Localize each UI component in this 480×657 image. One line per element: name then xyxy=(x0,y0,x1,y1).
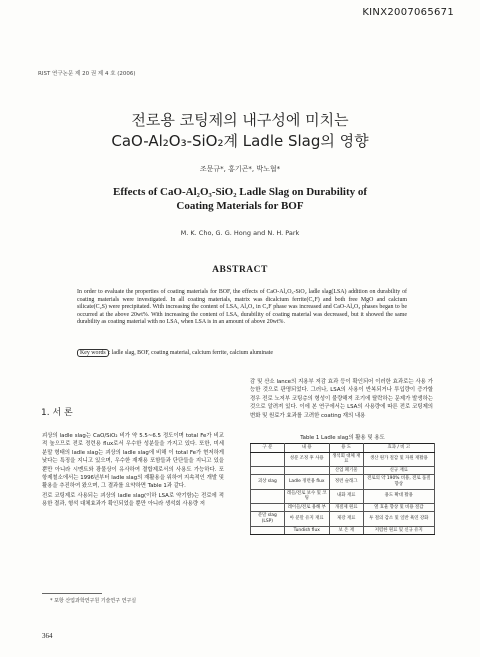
paragraph: 전로 코팅제로 사용되는 괴상의 ladle slag(이하 LSA로 약기함)는 전로에 적용한 결과, 형석 대체효과가 확인되었을 뿐만 아니라 생석회 사용량 저 xyxy=(42,492,224,508)
table-cell: 제강 재료 xyxy=(329,512,363,526)
korean-authors: 조문규*, 홍기곤*, 박노협* xyxy=(199,165,281,173)
english-authors: M. K. Cho, G. G. Hong and N. H. Park xyxy=(180,229,300,237)
page-number: 364 xyxy=(42,632,53,640)
table-cell: 투 철의 감소 및 일반 흑연 강화 xyxy=(363,512,434,526)
table-row xyxy=(251,452,435,466)
table-cell: 보 온 재 xyxy=(329,526,363,535)
footnote-divider xyxy=(42,593,102,594)
keywords xyxy=(77,350,407,356)
korean-title xyxy=(0,110,480,152)
table-cell: 산업 폐기물 xyxy=(329,466,363,475)
table-caption: Table 1 Ladle slag의 활용 및 용도 xyxy=(300,435,385,441)
table-cell xyxy=(251,526,285,535)
english-title xyxy=(0,185,480,213)
table-cell: 생석회 대체 재료 xyxy=(329,452,363,466)
table-cell: Tundish flux xyxy=(284,526,329,535)
table-cell: 레이들/전로 용해 부 xyxy=(284,503,329,512)
table-cell xyxy=(251,452,285,466)
table-cell: 성분 조정 후 사용 xyxy=(284,452,329,466)
right-column: 감 및 산소 lance의 지용부 저감 효과 등이 확인되어 이러한 효과로는 사용 가능한 것으로 판명되었다. 그러나, LSA의 사용이 반복되거나 투입량이 증가할 경우 전로 노저부 코팅층의 형성이 불량해져 조기에 탈락하는 문제가 발생하는 것으로 알려져 있다. 이에 본 연구에서는 LSA의 사용량에 따른 전로 코팅제의 변화 및 원료가 효과를 고려한 coating 재의 내용 xyxy=(250,379,433,419)
footnote: * 포항 산업과학연구원 기술연구 연구실 xyxy=(50,598,137,604)
table-cell xyxy=(251,466,285,475)
table-cell xyxy=(251,489,285,503)
table-cell: 레들/전로 보수 및 코팅 xyxy=(284,489,329,503)
table-cell: 열 효율 향상 및 비용 절감 xyxy=(363,503,434,512)
section-heading-introduction: 1. 서 론 xyxy=(41,408,73,418)
table-cell: 분말 slag (LSP) xyxy=(251,512,285,526)
table-header-row xyxy=(251,444,435,453)
table-cell: 내화 재료 xyxy=(329,489,363,503)
table-row xyxy=(251,489,435,503)
english-title-line-1: Effects of CaO-Al₂O₃-SiO₂ Ladle Slag on Durability of xyxy=(112,186,368,198)
table-cell: 저렴한 원료 및 신규 유지 xyxy=(363,526,434,535)
document-id: KINX2007065671 xyxy=(362,7,454,18)
english-title-line-2: Coating Materials for BOF xyxy=(176,200,304,212)
keywords-text: : ladle slag, BOF, coating material, calcium ferrite, calcium aluminate xyxy=(108,350,273,356)
table-row xyxy=(251,512,435,526)
table-header-cell: 내 용 xyxy=(284,444,329,453)
abstract-heading: ABSTRACT xyxy=(212,265,268,275)
table-cell: 아 분말 유지 재료 xyxy=(284,512,329,526)
table-row xyxy=(251,475,435,489)
table-cell: 신규 재료 xyxy=(363,466,434,475)
table-cell: 생산 원가 절감 및 자원 재활용 xyxy=(363,452,434,466)
table-header-cell: 구 분 xyxy=(251,444,285,453)
keywords-label: Key words xyxy=(77,349,109,357)
table-row xyxy=(251,526,435,535)
left-column xyxy=(42,432,224,509)
ladle-slag-table xyxy=(250,443,435,535)
korean-title-line-2: CaO-Al₂O₃-SiO₂계 Ladle Slag의 영향 xyxy=(111,132,369,150)
table-header-cell: 효과 / 비 고 xyxy=(363,444,434,453)
table-cell xyxy=(251,503,285,512)
table-cell: 정련 슬래그 xyxy=(329,475,363,489)
table-cell: Ladle 정련용 flux xyxy=(284,475,329,489)
paragraph: 괴상의 ladle slag는 CaO/SiO₂ 비가 약 5.5~6.5 정도이며 total Fe가 비교적 높으므로 전로 정련용 flux로서 우수한 성분들을 가지고 있다. 또한, 미세 분말 형태의 ladle slag는 괴상의 ladle slag에 비해 이 total Fe가 현저하게 낮다는 특징을 지니고 있으며, 우수한 재재용 포함들과 단단들을 지니고 있을 뿐만 아니라 시멘트와 광물상이 유사하여 결합제로서의 사용도 가능하다. 포항제철소에서는 1996년부터 ladle slag의 재활용을 위하여 지속적인 개발 및 활용을 추진하여 왔으며, 그 결과를 요약하면 Table 1과 같다. xyxy=(42,433,224,490)
abstract-body: In order to evaluate the properties of coating materials for BOF, the effects of CaO-Al₂O₃-SiO₂ ladle slag(LSA) addition on durability of coating materials were investigated. In all coating materials, matrix was dicalcium ferrite(C₂F) and both free MgO and calcium silicate(C₂S) were precipitated. With increasing the content of LSA, Al₂O₃ in C₂F phase was increased and CaO-Al₂O₃ phases began to be occurred at the above 20wt%. With increasing the content of LSA, durability of coating material was decreased, but it showed the same durability as coating material with no LSA, when LSA is in an amount of above 20wt%. xyxy=(77,289,407,326)
table-cell: 전로의 약 190% 비용, 전로 품질 향상 xyxy=(363,475,434,489)
korean-title-line-1: 전로용 코팅제의 내구성에 미치는 xyxy=(131,111,349,129)
table-cell: 개질제 원료 xyxy=(329,503,363,512)
table-row xyxy=(251,466,435,475)
table-header-cell: 용 도 xyxy=(329,444,363,453)
table-cell: 용도 확대 활용 xyxy=(363,489,434,503)
running-head: RIST 연구논문 제 20 권 제 4 호 (2006) xyxy=(38,71,136,77)
table-row xyxy=(251,503,435,512)
table-cell: 괴상 slag xyxy=(251,475,285,489)
table-cell xyxy=(284,466,329,475)
